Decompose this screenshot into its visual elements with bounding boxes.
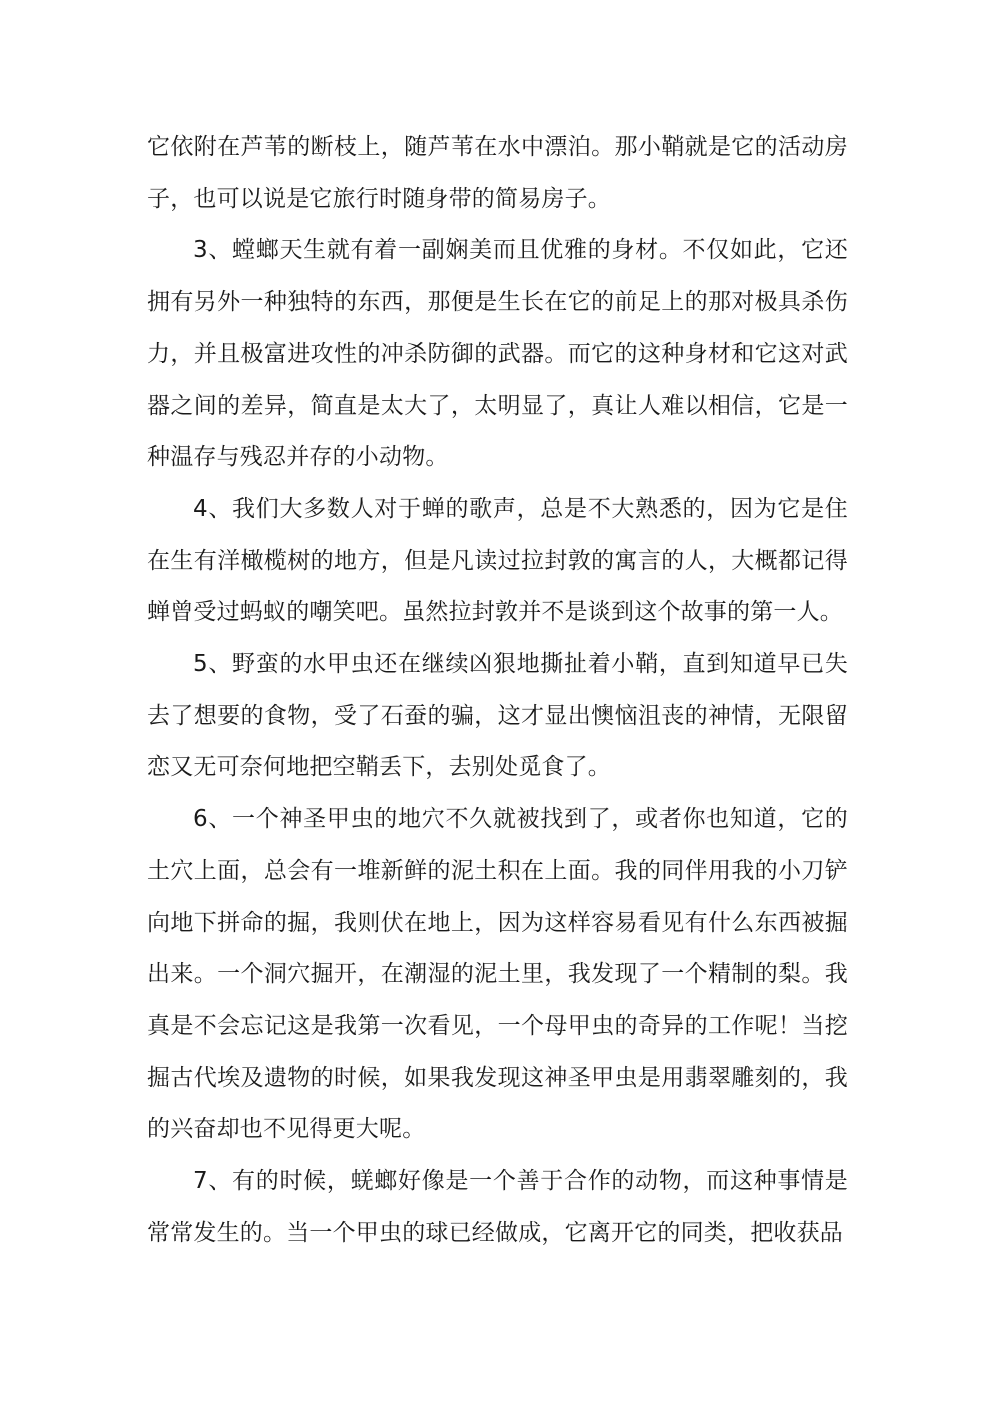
document-body — [147, 122, 848, 1259]
paragraph-7-dung-beetle: 7、有的时候，蜣螂好像是一个善于合作的动物，而这种事情是常常发生的。当一个甲虫的球已经做成，它离开它的同类，把收获品 — [147, 1168, 848, 1246]
paragraph-3-mantis: 3、螳螂天生就有着一副娴美而且优雅的身材。不仅如此，它还拥有另外一种独特的东西，那便是生长在它的前足上的那对极具杀伤力，并且极富进攻性的冲杀防御的武器。而它的这种身材和它这对武器之间的差异，简直是太大了，太明显了，真让人难以相信，它是一种温存与残忍并存的小动物。 — [147, 237, 848, 471]
paragraph-continuation: 它依附在芦苇的断枝上，随芦苇在水中漂泊。那小鞘就是它的活动房子，也可以说是它旅行时随身带的简易房子。 — [147, 134, 848, 212]
paragraph-6-sacred-beetle: 6、一个神圣甲虫的地穴不久就被找到了，或者你也知道，它的土穴上面，总会有一堆新鲜的泥土积在上面。我的同伴用我的小刀铲向地下拼命的掘，我则伏在地上，因为这样容易看见有什么东西被掘出来。一个洞穴掘开，在潮湿的泥土里，我发现了一个精制的梨。我真是不会忘记这是我第一次看见，一个母甲虫的奇异的工作呢！当挖掘古代埃及遗物的时候，如果我发现这神圣甲虫是用翡翠雕刻的，我的兴奋却也不见得更大呢。 — [147, 806, 848, 1143]
paragraph-4-cicada: 4、我们大多数人对于蝉的歌声，总是不大熟悉的，因为它是住在生有洋橄榄树的地方，但是凡读过拉封敦的寓言的人，大概都记得蝉曾受过蚂蚁的嘲笑吧。虽然拉封敦并不是谈到这个故事的第一人。 — [147, 495, 848, 626]
paragraph-5-water-beetle: 5、野蛮的水甲虫还在继续凶狠地撕扯着小鞘，直到知道早已失去了想要的食物，受了石蚕的骗，这才显出懊恼沮丧的神情，无限留恋又无可奈何地把空鞘丢下，去别处觅食了。 — [147, 651, 848, 781]
